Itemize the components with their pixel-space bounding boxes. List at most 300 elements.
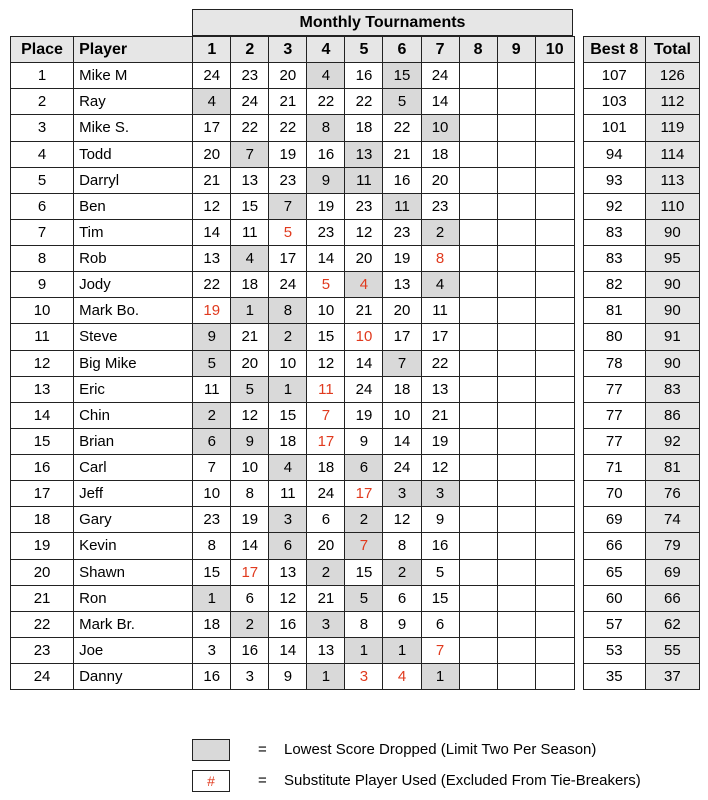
player-name: Mark Bo. bbox=[74, 298, 193, 324]
total-cell: 91 bbox=[645, 324, 699, 350]
score-cell: 16 bbox=[231, 637, 269, 663]
dropped-swatch bbox=[192, 739, 230, 761]
score-cell: 14 bbox=[421, 89, 459, 115]
total-cell: 95 bbox=[645, 246, 699, 272]
total-cell: 113 bbox=[645, 167, 699, 193]
best8-cell: 66 bbox=[583, 533, 645, 559]
score-cell: 7 bbox=[421, 637, 459, 663]
month-header: 1 bbox=[193, 37, 231, 63]
score-cell bbox=[459, 141, 497, 167]
score-cell: 10 bbox=[307, 298, 345, 324]
score-cell: 18 bbox=[421, 141, 459, 167]
score-cell bbox=[497, 637, 535, 663]
column-gap bbox=[574, 455, 583, 481]
score-cell: 14 bbox=[345, 350, 383, 376]
place-cell: 10 bbox=[11, 298, 74, 324]
column-gap bbox=[574, 324, 583, 350]
score-cell: 1 bbox=[345, 637, 383, 663]
table-row bbox=[11, 455, 700, 481]
score-cell: 5 bbox=[421, 559, 459, 585]
score-cell: 8 bbox=[193, 533, 231, 559]
total-cell: 126 bbox=[645, 63, 699, 89]
score-cell bbox=[497, 428, 535, 454]
total-cell: 90 bbox=[645, 298, 699, 324]
score-cell: 3 bbox=[231, 664, 269, 690]
score-cell: 5 bbox=[345, 585, 383, 611]
table-row bbox=[11, 559, 700, 585]
score-cell: 20 bbox=[231, 350, 269, 376]
score-cell bbox=[497, 533, 535, 559]
table-row bbox=[11, 481, 700, 507]
total-cell: 90 bbox=[645, 219, 699, 245]
score-cell: 6 bbox=[269, 533, 307, 559]
place-cell: 13 bbox=[11, 376, 74, 402]
best8-cell: 93 bbox=[583, 167, 645, 193]
best8-cell: 83 bbox=[583, 246, 645, 272]
score-cell bbox=[459, 219, 497, 245]
score-cell: 4 bbox=[383, 664, 421, 690]
table-row bbox=[11, 193, 700, 219]
score-cell bbox=[459, 507, 497, 533]
place-cell: 18 bbox=[11, 507, 74, 533]
score-cell: 7 bbox=[383, 350, 421, 376]
score-cell: 24 bbox=[269, 272, 307, 298]
score-cell bbox=[459, 402, 497, 428]
player-name: Ben bbox=[74, 193, 193, 219]
player-header: Player bbox=[74, 37, 193, 63]
score-cell: 24 bbox=[231, 89, 269, 115]
score-cell bbox=[535, 193, 574, 219]
score-cell: 2 bbox=[269, 324, 307, 350]
place-cell: 2 bbox=[11, 89, 74, 115]
player-name: Jeff bbox=[74, 481, 193, 507]
score-cell bbox=[535, 533, 574, 559]
score-cell bbox=[535, 272, 574, 298]
score-cell: 8 bbox=[345, 611, 383, 637]
score-cell: 22 bbox=[193, 272, 231, 298]
player-name: Steve bbox=[74, 324, 193, 350]
player-name: Big Mike bbox=[74, 350, 193, 376]
total-cell: 86 bbox=[645, 402, 699, 428]
player-name: Jody bbox=[74, 272, 193, 298]
score-cell: 23 bbox=[269, 167, 307, 193]
total-cell: 79 bbox=[645, 533, 699, 559]
column-gap bbox=[574, 37, 583, 63]
score-cell bbox=[535, 637, 574, 663]
total-cell: 81 bbox=[645, 455, 699, 481]
score-cell: 13 bbox=[307, 637, 345, 663]
best8-cell: 60 bbox=[583, 585, 645, 611]
score-cell: 19 bbox=[269, 141, 307, 167]
score-cell: 21 bbox=[383, 141, 421, 167]
place-cell: 4 bbox=[11, 141, 74, 167]
score-cell: 9 bbox=[421, 507, 459, 533]
place-cell: 7 bbox=[11, 219, 74, 245]
table-row bbox=[11, 402, 700, 428]
score-cell: 9 bbox=[307, 167, 345, 193]
column-gap bbox=[574, 559, 583, 585]
total-cell: 66 bbox=[645, 585, 699, 611]
column-gap bbox=[574, 89, 583, 115]
score-cell: 2 bbox=[345, 507, 383, 533]
score-cell: 2 bbox=[383, 559, 421, 585]
score-cell bbox=[535, 507, 574, 533]
score-cell: 4 bbox=[269, 455, 307, 481]
best8-cell: 53 bbox=[583, 637, 645, 663]
column-gap bbox=[574, 115, 583, 141]
total-cell: 62 bbox=[645, 611, 699, 637]
score-cell bbox=[459, 664, 497, 690]
score-cell: 11 bbox=[345, 167, 383, 193]
score-cell bbox=[497, 481, 535, 507]
score-cell: 19 bbox=[307, 193, 345, 219]
score-cell bbox=[497, 611, 535, 637]
table-row bbox=[11, 63, 700, 89]
best8-cell: 101 bbox=[583, 115, 645, 141]
score-cell: 18 bbox=[345, 115, 383, 141]
column-gap bbox=[574, 585, 583, 611]
score-cell: 23 bbox=[383, 219, 421, 245]
score-cell: 13 bbox=[193, 246, 231, 272]
column-gap bbox=[574, 428, 583, 454]
player-name: Ron bbox=[74, 585, 193, 611]
score-cell bbox=[497, 272, 535, 298]
total-cell: 76 bbox=[645, 481, 699, 507]
score-cell: 8 bbox=[383, 533, 421, 559]
best8-cell: 78 bbox=[583, 350, 645, 376]
score-cell: 11 bbox=[269, 481, 307, 507]
table-row bbox=[11, 350, 700, 376]
total-cell: 83 bbox=[645, 376, 699, 402]
score-cell: 10 bbox=[231, 455, 269, 481]
place-cell: 20 bbox=[11, 559, 74, 585]
score-cell bbox=[459, 193, 497, 219]
table-row bbox=[11, 167, 700, 193]
column-gap bbox=[574, 664, 583, 690]
score-cell: 17 bbox=[269, 246, 307, 272]
place-cell: 8 bbox=[11, 246, 74, 272]
table-row bbox=[11, 533, 700, 559]
score-cell bbox=[459, 89, 497, 115]
monthly-tournaments-title: Monthly Tournaments bbox=[192, 9, 573, 36]
substitute-swatch: # bbox=[192, 770, 230, 792]
score-cell bbox=[497, 167, 535, 193]
total-cell: 112 bbox=[645, 89, 699, 115]
score-cell: 21 bbox=[307, 585, 345, 611]
column-gap bbox=[574, 402, 583, 428]
column-gap bbox=[574, 481, 583, 507]
score-cell bbox=[535, 141, 574, 167]
table-row bbox=[11, 585, 700, 611]
best8-cell: 83 bbox=[583, 219, 645, 245]
total-cell: 119 bbox=[645, 115, 699, 141]
player-name: Carl bbox=[74, 455, 193, 481]
table-row bbox=[11, 115, 700, 141]
score-cell: 7 bbox=[193, 455, 231, 481]
score-cell bbox=[459, 298, 497, 324]
score-cell bbox=[459, 376, 497, 402]
score-cell: 10 bbox=[193, 481, 231, 507]
score-cell: 1 bbox=[231, 298, 269, 324]
score-cell: 7 bbox=[345, 533, 383, 559]
score-cell: 13 bbox=[383, 272, 421, 298]
score-cell: 13 bbox=[231, 167, 269, 193]
score-cell bbox=[497, 455, 535, 481]
score-cell bbox=[497, 585, 535, 611]
score-cell: 3 bbox=[269, 507, 307, 533]
score-cell: 1 bbox=[383, 637, 421, 663]
score-cell: 4 bbox=[307, 63, 345, 89]
score-cell: 5 bbox=[383, 89, 421, 115]
legend-equals: = bbox=[258, 772, 267, 789]
player-name: Darryl bbox=[74, 167, 193, 193]
score-cell: 14 bbox=[383, 428, 421, 454]
player-name: Kevin bbox=[74, 533, 193, 559]
score-cell: 11 bbox=[421, 298, 459, 324]
score-cell: 5 bbox=[269, 219, 307, 245]
score-cell: 1 bbox=[307, 664, 345, 690]
score-cell: 19 bbox=[383, 246, 421, 272]
player-name: Mike S. bbox=[74, 115, 193, 141]
score-cell: 9 bbox=[269, 664, 307, 690]
column-gap bbox=[574, 272, 583, 298]
score-cell bbox=[535, 219, 574, 245]
table-row bbox=[11, 246, 700, 272]
score-cell: 14 bbox=[307, 246, 345, 272]
legend-dropped-text: Lowest Score Dropped (Limit Two Per Season) bbox=[284, 741, 597, 758]
score-cell: 21 bbox=[231, 324, 269, 350]
score-cell bbox=[497, 115, 535, 141]
score-cell: 5 bbox=[193, 350, 231, 376]
score-cell: 19 bbox=[421, 428, 459, 454]
score-cell bbox=[535, 611, 574, 637]
score-cell: 10 bbox=[421, 115, 459, 141]
player-name: Mark Br. bbox=[74, 611, 193, 637]
score-cell: 3 bbox=[307, 611, 345, 637]
column-gap bbox=[574, 219, 583, 245]
month-header: 8 bbox=[459, 37, 497, 63]
score-cell: 4 bbox=[231, 246, 269, 272]
score-cell: 18 bbox=[231, 272, 269, 298]
score-cell bbox=[535, 585, 574, 611]
total-cell: 37 bbox=[645, 664, 699, 690]
column-gap bbox=[574, 350, 583, 376]
score-cell bbox=[535, 664, 574, 690]
score-cell: 15 bbox=[383, 63, 421, 89]
score-cell: 19 bbox=[193, 298, 231, 324]
score-cell: 10 bbox=[269, 350, 307, 376]
score-cell: 9 bbox=[345, 428, 383, 454]
score-cell: 18 bbox=[193, 611, 231, 637]
score-cell: 8 bbox=[307, 115, 345, 141]
column-gap bbox=[574, 298, 583, 324]
score-cell: 22 bbox=[383, 115, 421, 141]
score-cell: 9 bbox=[231, 428, 269, 454]
score-cell bbox=[459, 455, 497, 481]
player-name: Eric bbox=[74, 376, 193, 402]
score-cell bbox=[497, 141, 535, 167]
score-cell: 14 bbox=[269, 637, 307, 663]
score-cell: 2 bbox=[193, 402, 231, 428]
place-cell: 24 bbox=[11, 664, 74, 690]
table-row bbox=[11, 141, 700, 167]
player-name: Gary bbox=[74, 507, 193, 533]
score-cell: 21 bbox=[421, 402, 459, 428]
place-cell: 16 bbox=[11, 455, 74, 481]
score-cell bbox=[535, 481, 574, 507]
score-cell: 20 bbox=[383, 298, 421, 324]
score-cell: 8 bbox=[421, 246, 459, 272]
standings-body bbox=[11, 63, 700, 690]
score-cell: 14 bbox=[231, 533, 269, 559]
score-cell: 16 bbox=[421, 533, 459, 559]
place-cell: 9 bbox=[11, 272, 74, 298]
place-cell: 23 bbox=[11, 637, 74, 663]
best8-cell: 71 bbox=[583, 455, 645, 481]
score-cell: 2 bbox=[231, 611, 269, 637]
total-cell: 55 bbox=[645, 637, 699, 663]
place-cell: 6 bbox=[11, 193, 74, 219]
total-cell: 69 bbox=[645, 559, 699, 585]
month-header: 10 bbox=[535, 37, 574, 63]
place-header: Place bbox=[11, 37, 74, 63]
total-cell: 74 bbox=[645, 507, 699, 533]
best8-cell: 94 bbox=[583, 141, 645, 167]
score-cell bbox=[535, 428, 574, 454]
total-cell: 110 bbox=[645, 193, 699, 219]
score-cell: 12 bbox=[231, 402, 269, 428]
place-cell: 17 bbox=[11, 481, 74, 507]
score-cell bbox=[535, 455, 574, 481]
score-cell: 17 bbox=[345, 481, 383, 507]
score-cell bbox=[459, 272, 497, 298]
score-cell: 15 bbox=[269, 402, 307, 428]
score-cell: 21 bbox=[345, 298, 383, 324]
player-name: Joe bbox=[74, 637, 193, 663]
score-cell: 24 bbox=[383, 455, 421, 481]
score-cell: 14 bbox=[193, 219, 231, 245]
best8-cell: 65 bbox=[583, 559, 645, 585]
score-cell: 10 bbox=[383, 402, 421, 428]
score-cell: 13 bbox=[421, 376, 459, 402]
place-cell: 11 bbox=[11, 324, 74, 350]
month-header: 4 bbox=[307, 37, 345, 63]
score-cell: 12 bbox=[307, 350, 345, 376]
score-cell bbox=[535, 324, 574, 350]
score-cell: 18 bbox=[307, 455, 345, 481]
score-cell bbox=[459, 167, 497, 193]
score-cell: 12 bbox=[269, 585, 307, 611]
score-cell: 23 bbox=[231, 63, 269, 89]
score-cell: 19 bbox=[345, 402, 383, 428]
score-cell bbox=[535, 167, 574, 193]
score-cell: 3 bbox=[421, 481, 459, 507]
score-cell: 21 bbox=[269, 89, 307, 115]
best8-cell: 77 bbox=[583, 376, 645, 402]
month-header: 5 bbox=[345, 37, 383, 63]
score-cell bbox=[497, 193, 535, 219]
score-cell bbox=[459, 324, 497, 350]
score-cell bbox=[535, 402, 574, 428]
score-cell bbox=[459, 585, 497, 611]
month-header: 6 bbox=[383, 37, 421, 63]
score-cell: 21 bbox=[193, 167, 231, 193]
score-cell bbox=[459, 350, 497, 376]
best8-cell: 77 bbox=[583, 402, 645, 428]
score-cell: 4 bbox=[345, 272, 383, 298]
player-name: Brian bbox=[74, 428, 193, 454]
table-row bbox=[11, 324, 700, 350]
score-cell bbox=[459, 533, 497, 559]
total-cell: 90 bbox=[645, 350, 699, 376]
score-cell: 17 bbox=[383, 324, 421, 350]
best8-cell: 77 bbox=[583, 428, 645, 454]
player-name: Tim bbox=[74, 219, 193, 245]
player-name: Shawn bbox=[74, 559, 193, 585]
score-cell: 4 bbox=[193, 89, 231, 115]
column-gap bbox=[574, 376, 583, 402]
score-cell: 23 bbox=[345, 193, 383, 219]
score-cell: 22 bbox=[345, 89, 383, 115]
column-gap bbox=[574, 63, 583, 89]
score-cell: 8 bbox=[231, 481, 269, 507]
score-cell bbox=[497, 402, 535, 428]
month-header: 7 bbox=[421, 37, 459, 63]
score-cell bbox=[497, 89, 535, 115]
score-cell: 4 bbox=[421, 272, 459, 298]
score-cell bbox=[535, 89, 574, 115]
best8-cell: 92 bbox=[583, 193, 645, 219]
player-name: Todd bbox=[74, 141, 193, 167]
score-cell bbox=[535, 115, 574, 141]
score-cell bbox=[459, 428, 497, 454]
score-cell bbox=[459, 246, 497, 272]
score-cell: 6 bbox=[307, 507, 345, 533]
place-cell: 22 bbox=[11, 611, 74, 637]
score-cell: 11 bbox=[307, 376, 345, 402]
score-cell: 7 bbox=[307, 402, 345, 428]
score-cell: 20 bbox=[307, 533, 345, 559]
score-cell: 2 bbox=[307, 559, 345, 585]
score-cell: 16 bbox=[269, 611, 307, 637]
score-cell bbox=[535, 376, 574, 402]
score-cell: 11 bbox=[231, 219, 269, 245]
table-row bbox=[11, 272, 700, 298]
score-cell: 6 bbox=[421, 611, 459, 637]
score-cell: 15 bbox=[421, 585, 459, 611]
score-cell: 16 bbox=[345, 63, 383, 89]
score-cell: 23 bbox=[193, 507, 231, 533]
table-row bbox=[11, 376, 700, 402]
score-cell: 15 bbox=[193, 559, 231, 585]
table-row bbox=[11, 637, 700, 663]
score-cell: 16 bbox=[193, 664, 231, 690]
best8-cell: 35 bbox=[583, 664, 645, 690]
score-cell: 7 bbox=[231, 141, 269, 167]
score-cell: 20 bbox=[421, 167, 459, 193]
place-cell: 12 bbox=[11, 350, 74, 376]
score-cell bbox=[497, 63, 535, 89]
best8-cell: 57 bbox=[583, 611, 645, 637]
score-cell bbox=[497, 664, 535, 690]
table-row bbox=[11, 507, 700, 533]
score-cell: 18 bbox=[269, 428, 307, 454]
table-row bbox=[11, 219, 700, 245]
place-cell: 15 bbox=[11, 428, 74, 454]
score-cell: 6 bbox=[383, 585, 421, 611]
column-gap bbox=[574, 611, 583, 637]
score-cell: 24 bbox=[345, 376, 383, 402]
